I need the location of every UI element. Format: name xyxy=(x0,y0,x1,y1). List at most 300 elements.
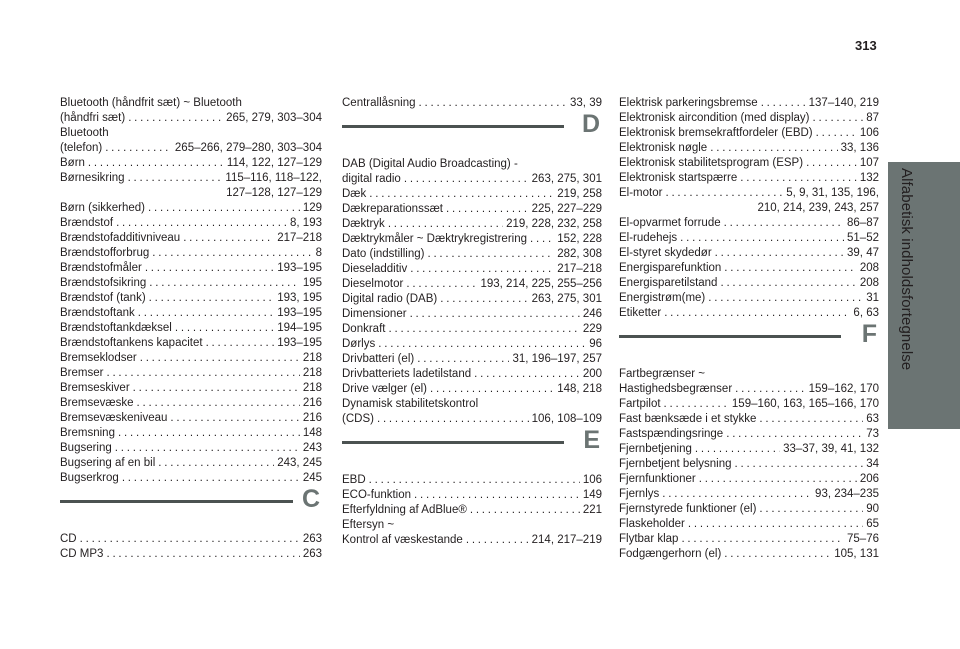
entry-pages: 148 xyxy=(302,427,322,439)
entry-pages: 265, 279, 303–304 xyxy=(226,112,322,124)
index-entry xyxy=(60,456,322,471)
entry-pages: 208 xyxy=(859,262,879,274)
dot-leader xyxy=(740,171,857,186)
entry-pages: 5, 9, 31, 135, 196, xyxy=(786,187,879,199)
entry-term: Fjernbetjening xyxy=(619,443,692,455)
index-entry xyxy=(60,111,322,126)
section-letter: E xyxy=(583,426,600,454)
entry-pages: 193–195 xyxy=(277,262,322,274)
entry-term: Dieselmotor xyxy=(342,278,404,290)
dot-leader xyxy=(664,306,850,321)
entry-pages: 246 xyxy=(582,308,602,320)
dot-leader xyxy=(116,216,287,231)
dot-leader xyxy=(724,547,831,562)
index-entry xyxy=(60,441,322,456)
entry-term: El-opvarmet forrude xyxy=(619,217,721,229)
entry-pages: 193–195 xyxy=(277,307,322,319)
entry-term: Hastighedsbegrænser xyxy=(619,383,733,395)
entry-pages: 33–37, 39, 41, 132 xyxy=(783,443,879,455)
entry-term: Dæk xyxy=(342,188,367,200)
entry-pages: 106, 108–109 xyxy=(531,413,602,425)
index-entry xyxy=(60,261,322,276)
dot-leader xyxy=(378,337,586,352)
index-entry xyxy=(60,141,322,156)
entry-term: Brændstof (tank) xyxy=(60,292,146,304)
index-entry xyxy=(60,411,322,426)
index-entry xyxy=(60,426,322,441)
index-entry xyxy=(60,532,322,547)
index-entry xyxy=(342,367,602,382)
entry-pages: 217–218 xyxy=(277,232,322,244)
entry-pages: 93, 234–235 xyxy=(815,488,879,500)
entry-pages: 282, 308 xyxy=(557,248,602,260)
dot-leader xyxy=(80,532,300,547)
entry-term: El-rudehejs xyxy=(619,232,678,244)
entry-pages: 115–116, 118–122, xyxy=(225,172,322,184)
dot-leader xyxy=(149,276,300,291)
entry-pages: 195 xyxy=(302,277,322,289)
index-entry xyxy=(619,186,879,201)
entry-term: Bremsevæske xyxy=(60,397,134,409)
entry-pages: 221 xyxy=(582,504,602,516)
entry-pages: 200 xyxy=(582,368,602,380)
entry-pages: 216 xyxy=(302,397,322,409)
dot-leader xyxy=(440,292,528,307)
dot-leader xyxy=(474,367,580,382)
section-letter: D xyxy=(581,110,600,138)
entry-term: EBD xyxy=(342,474,366,486)
entry-term: Energistrøm(me) xyxy=(619,292,706,304)
entry-term-line: Dynamisk stabilitetskontrol xyxy=(342,398,479,410)
entry-pages: 159–162, 170 xyxy=(808,383,879,395)
entry-pages: 214, 217–219 xyxy=(531,534,602,546)
index-entry xyxy=(619,442,879,457)
index-entry xyxy=(60,306,322,321)
entry-term: Centrallåsning xyxy=(342,97,416,109)
index-entry xyxy=(342,232,602,247)
entry-term: Fjernlys xyxy=(619,488,660,500)
entry-term-line: Eftersyn ~ xyxy=(342,519,395,531)
entry-pages: 219, 258 xyxy=(557,188,602,200)
index-entry xyxy=(342,292,602,307)
index-entry xyxy=(60,381,322,396)
dot-leader xyxy=(138,306,274,321)
index-entry xyxy=(342,322,602,337)
index-entry xyxy=(619,246,879,261)
index-entry xyxy=(60,366,322,381)
dot-leader xyxy=(681,532,844,547)
dot-leader xyxy=(105,141,172,156)
entry-pages: 263, 275, 301 xyxy=(531,173,602,185)
entry-term: Fast bænksæde i et stykke xyxy=(619,413,757,425)
dot-leader xyxy=(183,231,274,246)
index-entry xyxy=(60,336,322,351)
entry-term: Børn xyxy=(60,157,85,169)
entry-pages: 208 xyxy=(859,277,879,289)
chapter-tab-label: Alfabetisk indholdsfortegnelse xyxy=(898,168,915,371)
entry-pages: 96 xyxy=(589,338,602,350)
entry-term: (telefon) xyxy=(60,142,103,154)
entry-pages: 107 xyxy=(859,157,879,169)
dot-leader xyxy=(122,471,300,486)
index-entry xyxy=(60,171,322,186)
entry-pages: 73 xyxy=(866,428,879,440)
entry-pages: 193, 214, 225, 255–256 xyxy=(480,278,602,290)
index-entry xyxy=(342,277,602,292)
entry-term: Bugsering xyxy=(60,442,112,454)
entry-pages: 137–140, 219 xyxy=(808,97,879,109)
entry-pages: 114, 122, 127–129 xyxy=(226,157,322,169)
dot-leader xyxy=(140,351,300,366)
index-entry xyxy=(342,352,602,367)
entry-pages: 245 xyxy=(302,472,322,484)
entry-term-line: Fartbegrænser ~ xyxy=(619,368,705,380)
index-entry xyxy=(60,156,322,171)
entry-term: Dato (indstilling) xyxy=(342,248,425,260)
dot-leader xyxy=(145,261,274,276)
entry-term: Flaskeholder xyxy=(619,518,685,530)
dot-leader xyxy=(419,96,568,111)
index-entry xyxy=(619,141,879,156)
index-entry xyxy=(619,216,879,231)
entry-term: Bugserkrog xyxy=(60,472,119,484)
entry-term: El-styret skydedør xyxy=(619,247,712,259)
entry-term: Bremsning xyxy=(60,427,115,439)
dot-leader xyxy=(369,187,554,202)
dot-leader xyxy=(759,412,863,427)
dot-leader xyxy=(410,262,554,277)
index-entry xyxy=(619,171,879,186)
dot-leader xyxy=(720,276,856,291)
entry-pages-continued: 127–128, 127–129 xyxy=(226,187,322,199)
entry-pages: 31 xyxy=(866,292,879,304)
entry-pages: 206 xyxy=(859,473,879,485)
entry-term: CD xyxy=(60,533,77,545)
entry-term: Drive vælger (el) xyxy=(342,383,427,395)
entry-term: Dimensioner xyxy=(342,308,407,320)
entry-term: Energisparefunktion xyxy=(619,262,722,274)
index-entry xyxy=(342,247,602,262)
section-divider xyxy=(342,125,564,128)
entry-term: Dæktrykmåler ~ Dæktrykregistrering xyxy=(342,233,527,245)
dot-leader xyxy=(726,427,863,442)
entry-term: Dørlys xyxy=(342,338,376,350)
entry-term: Energisparetilstand xyxy=(619,277,718,289)
index-entry xyxy=(342,533,602,548)
entry-term: CD MP3 xyxy=(60,548,104,560)
dot-leader xyxy=(410,307,580,322)
entry-term: Fjernstyrede funktioner (el) xyxy=(619,503,757,515)
index-entry xyxy=(342,412,602,427)
dot-leader xyxy=(665,186,783,201)
entry-pages: 132 xyxy=(859,172,879,184)
entry-pages: 106 xyxy=(582,474,602,486)
dot-leader xyxy=(446,202,529,217)
entry-term: Brændstoftank xyxy=(60,307,135,319)
entry-pages: 8 xyxy=(315,247,322,259)
entry-term: Elektronisk nøgle xyxy=(619,142,708,154)
entry-pages: 225, 227–229 xyxy=(531,203,602,215)
index-entry xyxy=(60,246,322,261)
entry-term: Elektrisk parkeringsbremse xyxy=(619,97,758,109)
entry-pages: 106 xyxy=(859,127,879,139)
index-entry xyxy=(60,216,322,231)
entry-term: Bremsevæskeniveau xyxy=(60,412,168,424)
dot-leader xyxy=(377,412,529,427)
entry-pages: 265–266, 279–280, 303–304 xyxy=(174,142,322,154)
index-entry xyxy=(619,502,879,517)
dot-leader xyxy=(128,171,223,186)
entry-term: Dækreparationssæt xyxy=(342,203,443,215)
entry-pages: 216 xyxy=(302,412,322,424)
entry-pages: 129 xyxy=(302,202,322,214)
index-entry xyxy=(342,96,602,111)
entry-term: Dieseladditiv xyxy=(342,263,408,275)
entry-pages: 159–160, 163, 165–166, 170 xyxy=(731,398,879,410)
index-entry xyxy=(619,276,879,291)
index-entry xyxy=(619,156,879,171)
entry-pages: 218 xyxy=(302,382,322,394)
entry-pages: 263, 275, 301 xyxy=(531,293,602,305)
index-entry xyxy=(342,503,602,518)
dot-leader xyxy=(664,397,729,412)
dot-leader xyxy=(133,381,300,396)
section-letter: F xyxy=(861,320,877,348)
entry-term: Brændstofadditivniveau xyxy=(60,232,181,244)
entry-term: Brændstofforbrug xyxy=(60,247,150,259)
dot-leader xyxy=(735,457,864,472)
index-entry xyxy=(619,291,879,306)
entry-pages: 149 xyxy=(582,489,602,501)
dot-leader xyxy=(530,232,554,247)
dot-leader xyxy=(106,547,299,562)
dot-leader xyxy=(88,156,224,171)
dot-leader xyxy=(662,487,812,502)
entry-pages: 39, 47 xyxy=(847,247,879,259)
entry-term: Brændstoftankdæksel xyxy=(60,322,172,334)
entry-term: Bremseklodser xyxy=(60,352,137,364)
entry-term: Flytbar klap xyxy=(619,533,679,545)
entry-term: (håndfri sæt) xyxy=(60,112,126,124)
section-header-f xyxy=(619,321,879,367)
section-header-e xyxy=(342,427,602,473)
index-entry xyxy=(60,276,322,291)
index-entry xyxy=(619,472,879,487)
entry-term: Elektronisk bremsekraftfordeler (EBD) xyxy=(619,127,813,139)
index-entry xyxy=(60,291,322,306)
entry-term: Elektronisk startspærre xyxy=(619,172,738,184)
index-entry xyxy=(60,201,322,216)
dot-leader xyxy=(708,291,863,306)
entry-pages: 51–52 xyxy=(847,232,879,244)
entry-pages: 65 xyxy=(866,518,879,530)
entry-term: Drivbatteriets ladetilstand xyxy=(342,368,472,380)
entry-term: Fjernfunktioner xyxy=(619,473,696,485)
dot-leader xyxy=(688,517,863,532)
section-letter: C xyxy=(301,485,320,513)
dot-leader xyxy=(128,111,223,126)
entry-pages: 8, 193 xyxy=(290,217,322,229)
entry-pages: 152, 228 xyxy=(557,233,602,245)
index-entry xyxy=(60,321,322,336)
index-entry xyxy=(342,262,602,277)
entry-term: Børn (sikkerhed) xyxy=(60,202,145,214)
dot-leader xyxy=(158,456,274,471)
index-entry xyxy=(342,172,602,187)
entry-term: Efterfyldning af AdBlue® xyxy=(342,504,467,516)
dot-leader xyxy=(152,246,312,261)
section-divider xyxy=(619,335,841,338)
entry-term: Elektronisk stabilitetsprogram (ESP) xyxy=(619,157,804,169)
entry-pages: 229 xyxy=(582,323,602,335)
dot-leader xyxy=(115,441,300,456)
entry-pages: 63 xyxy=(866,413,879,425)
index-entry xyxy=(619,487,879,502)
index-entry xyxy=(60,396,322,411)
entry-term: Brændstoftankens kapacitet xyxy=(60,337,203,349)
entry-pages: 6, 63 xyxy=(853,307,879,319)
index-entry xyxy=(342,307,602,322)
dot-leader xyxy=(735,382,805,397)
dot-leader xyxy=(175,321,274,336)
index-entry xyxy=(619,427,879,442)
entry-pages-continued: 210, 214, 239, 243, 257 xyxy=(757,202,879,214)
index-entry xyxy=(619,397,879,412)
entry-pages: 75–76 xyxy=(847,533,879,545)
index-entry xyxy=(60,547,322,562)
index-entry xyxy=(619,231,879,246)
dot-leader xyxy=(206,336,275,351)
entry-term-line: Bluetooth xyxy=(60,127,109,139)
entry-term: Digital radio (DAB) xyxy=(342,293,438,305)
entry-pages: 33, 39 xyxy=(570,97,602,109)
dot-leader xyxy=(715,246,844,261)
entry-term-line: Bluetooth (håndfrit sæt) ~ Bluetooth xyxy=(60,97,242,109)
index-entry xyxy=(619,382,879,397)
entry-pages: 87 xyxy=(866,112,879,124)
index-column-2 xyxy=(342,96,602,548)
entry-term: Brændstofmåler xyxy=(60,262,142,274)
dot-leader xyxy=(427,247,554,262)
dot-leader xyxy=(406,277,477,292)
entry-term: El-motor xyxy=(619,187,663,199)
index-entry xyxy=(60,231,322,246)
dot-leader xyxy=(149,291,275,306)
dot-leader xyxy=(470,503,580,518)
entry-term: digital radio xyxy=(342,173,401,185)
entry-term-line: DAB (Digital Audio Broadcasting) - xyxy=(342,158,518,170)
dot-leader xyxy=(404,172,529,187)
entry-term: Fastspændingsringe xyxy=(619,428,724,440)
entry-term: Fodgængerhorn (el) xyxy=(619,548,722,560)
dot-leader xyxy=(759,502,863,517)
dot-leader xyxy=(466,533,529,548)
dot-leader xyxy=(695,442,780,457)
index-entry xyxy=(619,412,879,427)
entry-pages: 243, 245 xyxy=(277,457,322,469)
dot-leader xyxy=(812,111,863,126)
section-header-c xyxy=(60,486,322,532)
entry-term: Børnesikring xyxy=(60,172,125,184)
dot-leader xyxy=(388,322,579,337)
entry-term: Kontrol af væskestande xyxy=(342,534,463,546)
section-divider xyxy=(60,500,293,503)
entry-pages: 263 xyxy=(302,548,322,560)
index-entry xyxy=(619,517,879,532)
index-entry xyxy=(342,488,602,503)
index-entry xyxy=(619,306,879,321)
dot-leader xyxy=(417,352,509,367)
dot-leader xyxy=(710,141,837,156)
index-entry xyxy=(619,532,879,547)
dot-leader xyxy=(430,382,554,397)
dot-leader xyxy=(724,216,844,231)
entry-pages: 105, 131 xyxy=(834,548,879,560)
entry-term: Elektronisk aircondition (med display) xyxy=(619,112,810,124)
index-entry xyxy=(619,261,879,276)
dot-leader xyxy=(388,217,503,232)
entry-term: Donkraft xyxy=(342,323,386,335)
index-entry xyxy=(342,217,602,232)
index-entry xyxy=(342,202,602,217)
entry-pages: 218 xyxy=(302,352,322,364)
entry-term: Dæktryk xyxy=(342,218,385,230)
entry-pages: 90 xyxy=(866,503,879,515)
page-number: 313 xyxy=(855,38,877,53)
index-column-3 xyxy=(619,96,879,562)
dot-leader xyxy=(680,231,844,246)
entry-pages: 217–218 xyxy=(557,263,602,275)
index-entry xyxy=(619,457,879,472)
dot-leader xyxy=(106,366,299,381)
entry-term: Brændstofsikring xyxy=(60,277,147,289)
index-entry xyxy=(60,471,322,486)
index-entry xyxy=(342,187,602,202)
entry-term: Brændstof xyxy=(60,217,114,229)
index-entry xyxy=(619,111,879,126)
index-entry xyxy=(342,473,602,488)
entry-term: Drivbatteri (el) xyxy=(342,353,415,365)
entry-term: Fjernbetjent belysning xyxy=(619,458,732,470)
entry-pages: 33, 136 xyxy=(840,142,879,154)
entry-term: Etiketter xyxy=(619,307,662,319)
dot-leader xyxy=(414,488,580,503)
dot-leader xyxy=(816,126,857,141)
dot-leader xyxy=(806,156,857,171)
entry-pages: 193, 195 xyxy=(277,292,322,304)
section-divider xyxy=(342,441,564,444)
entry-pages: 34 xyxy=(866,458,879,470)
index-entry xyxy=(619,126,879,141)
entry-pages: 193–195 xyxy=(277,337,322,349)
dot-leader xyxy=(724,261,857,276)
index-column-1 xyxy=(60,96,322,562)
entry-term: (CDS) xyxy=(342,413,374,425)
dot-leader xyxy=(118,426,300,441)
entry-term: Bugsering af en bil xyxy=(60,457,156,469)
entry-pages: 243 xyxy=(302,442,322,454)
dot-leader xyxy=(170,411,299,426)
entry-pages: 31, 196–197, 257 xyxy=(512,353,602,365)
section-header-d xyxy=(342,111,602,157)
entry-pages: 194–195 xyxy=(277,322,322,334)
entry-pages: 148, 218 xyxy=(557,383,602,395)
entry-pages: 263 xyxy=(302,533,322,545)
dot-leader xyxy=(148,201,300,216)
index-entry xyxy=(619,547,879,562)
dot-leader xyxy=(137,396,300,411)
index-entry xyxy=(342,337,602,352)
